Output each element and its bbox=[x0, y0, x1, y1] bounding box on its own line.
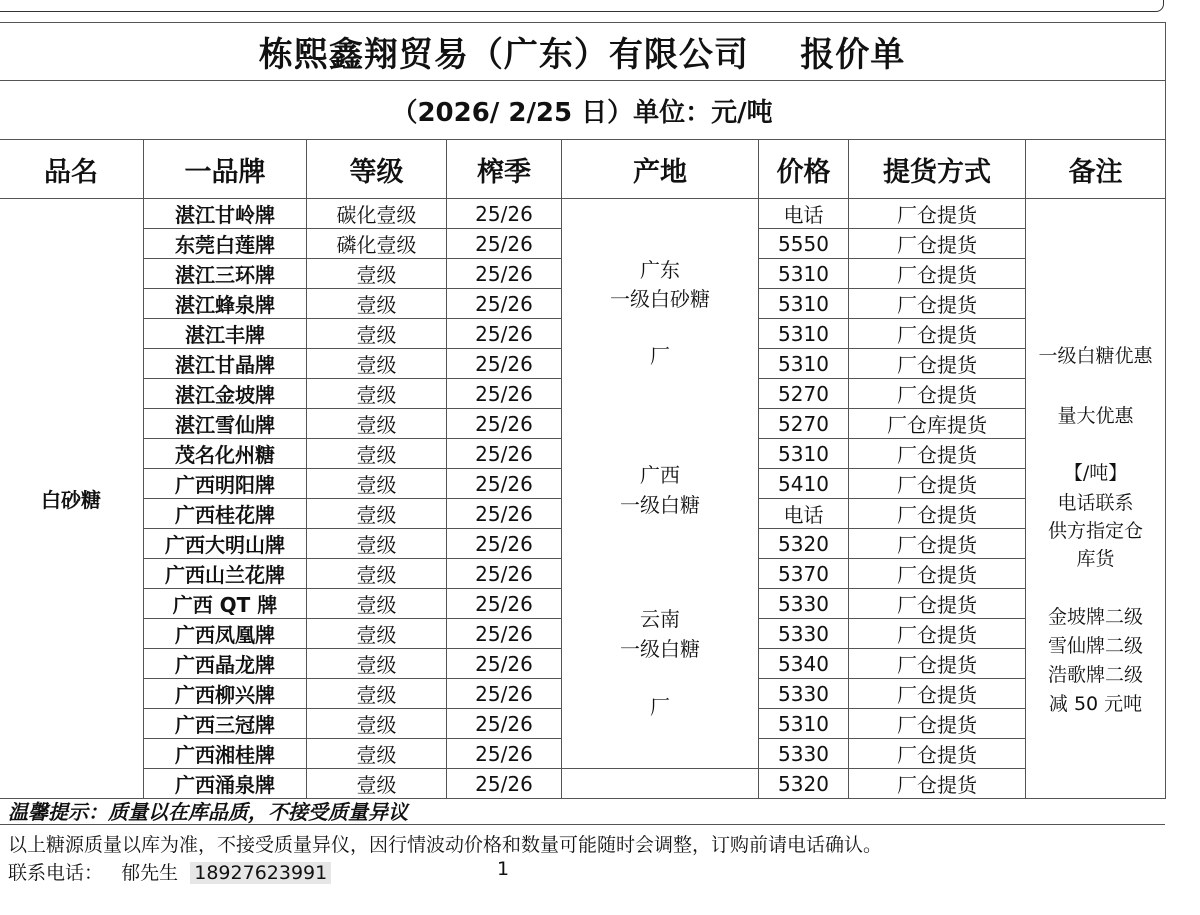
header-notes: 备注 bbox=[1026, 140, 1166, 199]
doc-type: 报价单 bbox=[800, 35, 906, 75]
season-cell: 25/26 bbox=[447, 709, 562, 739]
brand-cell: 东莞白莲牌 bbox=[144, 229, 307, 259]
brand-cell: 广西凤凰牌 bbox=[144, 619, 307, 649]
top-frame bbox=[0, 0, 1164, 12]
brand-cell: 广西山兰花牌 bbox=[144, 559, 307, 589]
price-cell: 电话 bbox=[759, 199, 849, 229]
delivery-cell: 厂仓提货 bbox=[849, 559, 1026, 589]
price-cell: 5370 bbox=[759, 559, 849, 589]
price-cell: 5330 bbox=[759, 589, 849, 619]
delivery-cell: 厂仓提货 bbox=[849, 439, 1026, 469]
grade-cell: 壹级 bbox=[307, 259, 447, 289]
price-cell: 5310 bbox=[759, 349, 849, 379]
delivery-cell: 厂仓提货 bbox=[849, 229, 1026, 259]
price-cell: 5310 bbox=[759, 439, 849, 469]
delivery-cell: 厂仓库提货 bbox=[849, 409, 1026, 439]
grade-cell: 壹级 bbox=[307, 769, 447, 799]
season-cell: 25/26 bbox=[447, 409, 562, 439]
price-cell: 5320 bbox=[759, 769, 849, 799]
note-line: 金坡牌二级 bbox=[1048, 606, 1144, 628]
brand-cell: 广西三冠牌 bbox=[144, 709, 307, 739]
contact-label: 联系电话： bbox=[8, 862, 104, 884]
price-cell: 5310 bbox=[759, 709, 849, 739]
price-cell: 5270 bbox=[759, 379, 849, 409]
note-line: 供方指定仓 bbox=[1048, 520, 1144, 542]
origin-cell bbox=[562, 199, 759, 769]
remark-text: 以上糖源质量以库为准，不接受质量异仪，因行情波动价格和数量可能随时会调整，订购前请电话确认。 bbox=[8, 834, 883, 856]
notes-cell bbox=[1026, 199, 1166, 799]
price-cell: 5310 bbox=[759, 289, 849, 319]
price-cell: 5310 bbox=[759, 319, 849, 349]
warm-tip: 温馨提示：质量以在库品质，不接受质量异议 bbox=[8, 800, 408, 824]
grade-cell: 壹级 bbox=[307, 499, 447, 529]
grade-cell: 壹级 bbox=[307, 559, 447, 589]
season-cell: 25/26 bbox=[447, 319, 562, 349]
grade-cell: 壹级 bbox=[307, 379, 447, 409]
price-cell: 5320 bbox=[759, 529, 849, 559]
note-line: 雪仙牌二级 bbox=[1048, 635, 1144, 657]
header-row bbox=[0, 140, 1166, 199]
brand-cell: 湛江丰牌 bbox=[144, 319, 307, 349]
header-origin: 产地 bbox=[562, 140, 759, 199]
delivery-cell: 厂仓提货 bbox=[849, 529, 1026, 559]
note-line: 浩歌牌二级 bbox=[1048, 664, 1144, 686]
delivery-cell: 厂仓提货 bbox=[849, 469, 1026, 499]
company-name: 栋熙鑫翔贸易（广东）有限公司 bbox=[258, 35, 749, 75]
brand-cell: 广西晶龙牌 bbox=[144, 649, 307, 679]
delivery-cell: 厂仓提货 bbox=[849, 619, 1026, 649]
note-line: 量大优惠 bbox=[1057, 405, 1134, 427]
season-cell: 25/26 bbox=[447, 499, 562, 529]
header-season: 榨季 bbox=[447, 140, 562, 199]
season-cell: 25/26 bbox=[447, 229, 562, 259]
season-cell: 25/26 bbox=[447, 739, 562, 769]
origin-guangdong-line: 厂 bbox=[650, 344, 670, 368]
origin-yunnan-line: 一级白糖 bbox=[620, 637, 700, 661]
season-cell: 25/26 bbox=[447, 529, 562, 559]
delivery-cell: 厂仓提货 bbox=[849, 499, 1026, 529]
table-row bbox=[0, 199, 1166, 229]
price-cell: 5330 bbox=[759, 619, 849, 649]
contact-name: 郁先生 bbox=[121, 862, 179, 884]
brand-cell: 广西涌泉牌 bbox=[144, 769, 307, 799]
brand-cell: 湛江蜂泉牌 bbox=[144, 289, 307, 319]
price-cell: 5340 bbox=[759, 649, 849, 679]
delivery-cell: 厂仓提货 bbox=[849, 289, 1026, 319]
product-name: 白砂糖 bbox=[0, 199, 144, 799]
brand-cell: 广西明阳牌 bbox=[144, 469, 307, 499]
origin-yunnan-line: 云南 bbox=[640, 607, 680, 631]
price-cell: 5310 bbox=[759, 259, 849, 289]
price-cell: 5330 bbox=[759, 739, 849, 769]
price-cell: 5270 bbox=[759, 409, 849, 439]
origin-cell-empty bbox=[562, 769, 759, 799]
grade-cell: 壹级 bbox=[307, 739, 447, 769]
season-cell: 25/26 bbox=[447, 469, 562, 499]
header-price: 价格 bbox=[759, 140, 849, 199]
price-cell: 电话 bbox=[759, 499, 849, 529]
delivery-cell: 厂仓提货 bbox=[849, 319, 1026, 349]
origin-guangxi-line: 广西 bbox=[640, 463, 680, 487]
brand-cell: 广西桂花牌 bbox=[144, 499, 307, 529]
delivery-cell: 厂仓提货 bbox=[849, 589, 1026, 619]
brand-cell: 茂名化州糖 bbox=[144, 439, 307, 469]
delivery-cell: 厂仓提货 bbox=[849, 379, 1026, 409]
season-cell: 25/26 bbox=[447, 439, 562, 469]
delivery-cell: 厂仓提货 bbox=[849, 679, 1026, 709]
delivery-cell: 厂仓提货 bbox=[849, 769, 1026, 799]
table-row bbox=[0, 769, 1166, 799]
grade-cell: 壹级 bbox=[307, 289, 447, 319]
delivery-cell: 厂仓提货 bbox=[849, 259, 1026, 289]
header-brand: 一品牌 bbox=[144, 140, 307, 199]
grade-cell: 壹级 bbox=[307, 469, 447, 499]
header-product: 品名 bbox=[0, 140, 144, 199]
price-cell: 5550 bbox=[759, 229, 849, 259]
season-cell: 25/26 bbox=[447, 199, 562, 229]
delivery-cell: 厂仓提货 bbox=[849, 349, 1026, 379]
grade-cell: 壹级 bbox=[307, 349, 447, 379]
grade-cell: 壹级 bbox=[307, 709, 447, 739]
note-line: 库货 bbox=[1076, 548, 1115, 570]
delivery-cell: 厂仓提货 bbox=[849, 649, 1026, 679]
note-line: 减 50 元吨 bbox=[1048, 693, 1143, 715]
grade-cell: 壹级 bbox=[307, 439, 447, 469]
contact-phone[interactable]: 18927623991 bbox=[190, 862, 331, 884]
origin-guangdong-line: 一级白砂糖 bbox=[610, 287, 710, 311]
origin-yunnan-line: 厂 bbox=[650, 695, 670, 719]
season-cell: 25/26 bbox=[447, 619, 562, 649]
grade-cell: 壹级 bbox=[307, 589, 447, 619]
grade-cell: 壹级 bbox=[307, 319, 447, 349]
season-cell: 25/26 bbox=[447, 649, 562, 679]
contact-line bbox=[8, 858, 331, 885]
document-title bbox=[0, 23, 1166, 81]
brand-cell: 广西柳兴牌 bbox=[144, 679, 307, 709]
season-cell: 25/26 bbox=[447, 679, 562, 709]
brand-cell: 湛江金坡牌 bbox=[144, 379, 307, 409]
brand-cell: 湛江甘晶牌 bbox=[144, 349, 307, 379]
date-unit: （2026/ 2/25 日）单位：元/吨 bbox=[0, 81, 1166, 140]
brand-cell: 广西 QT 牌 bbox=[144, 589, 307, 619]
delivery-cell: 厂仓提货 bbox=[849, 199, 1026, 229]
season-cell: 25/26 bbox=[447, 589, 562, 619]
brand-cell: 广西湘桂牌 bbox=[144, 739, 307, 769]
price-cell: 5330 bbox=[759, 679, 849, 709]
grade-cell: 壹级 bbox=[307, 649, 447, 679]
note-line: 【/吨】 bbox=[1063, 462, 1128, 484]
grade-cell: 碳化壹级 bbox=[307, 199, 447, 229]
delivery-cell: 厂仓提货 bbox=[849, 739, 1026, 769]
note-line: 一级白糖优惠 bbox=[1038, 345, 1153, 367]
note-line: 电话联系 bbox=[1057, 492, 1134, 514]
season-cell: 25/26 bbox=[447, 769, 562, 799]
quote-table bbox=[0, 22, 1166, 799]
grade-cell: 壹级 bbox=[307, 619, 447, 649]
divider bbox=[0, 824, 1165, 825]
origin-guangxi-line: 一级白糖 bbox=[620, 493, 700, 517]
delivery-cell: 厂仓提货 bbox=[849, 709, 1026, 739]
grade-cell: 壹级 bbox=[307, 409, 447, 439]
grade-cell: 壹级 bbox=[307, 679, 447, 709]
header-delivery: 提货方式 bbox=[849, 140, 1026, 199]
brand-cell: 广西大明山牌 bbox=[144, 529, 307, 559]
season-cell: 25/26 bbox=[447, 379, 562, 409]
grade-cell: 磷化壹级 bbox=[307, 229, 447, 259]
brand-cell: 湛江甘岭牌 bbox=[144, 199, 307, 229]
origin-guangdong-line: 广东 bbox=[640, 258, 680, 282]
header-grade: 等级 bbox=[307, 140, 447, 199]
season-cell: 25/26 bbox=[447, 289, 562, 319]
brand-cell: 湛江三环牌 bbox=[144, 259, 307, 289]
season-cell: 25/26 bbox=[447, 559, 562, 589]
grade-cell: 壹级 bbox=[307, 529, 447, 559]
season-cell: 25/26 bbox=[447, 259, 562, 289]
brand-cell: 湛江雪仙牌 bbox=[144, 409, 307, 439]
page-number: 1 bbox=[497, 858, 510, 880]
season-cell: 25/26 bbox=[447, 349, 562, 379]
price-cell: 5410 bbox=[759, 469, 849, 499]
